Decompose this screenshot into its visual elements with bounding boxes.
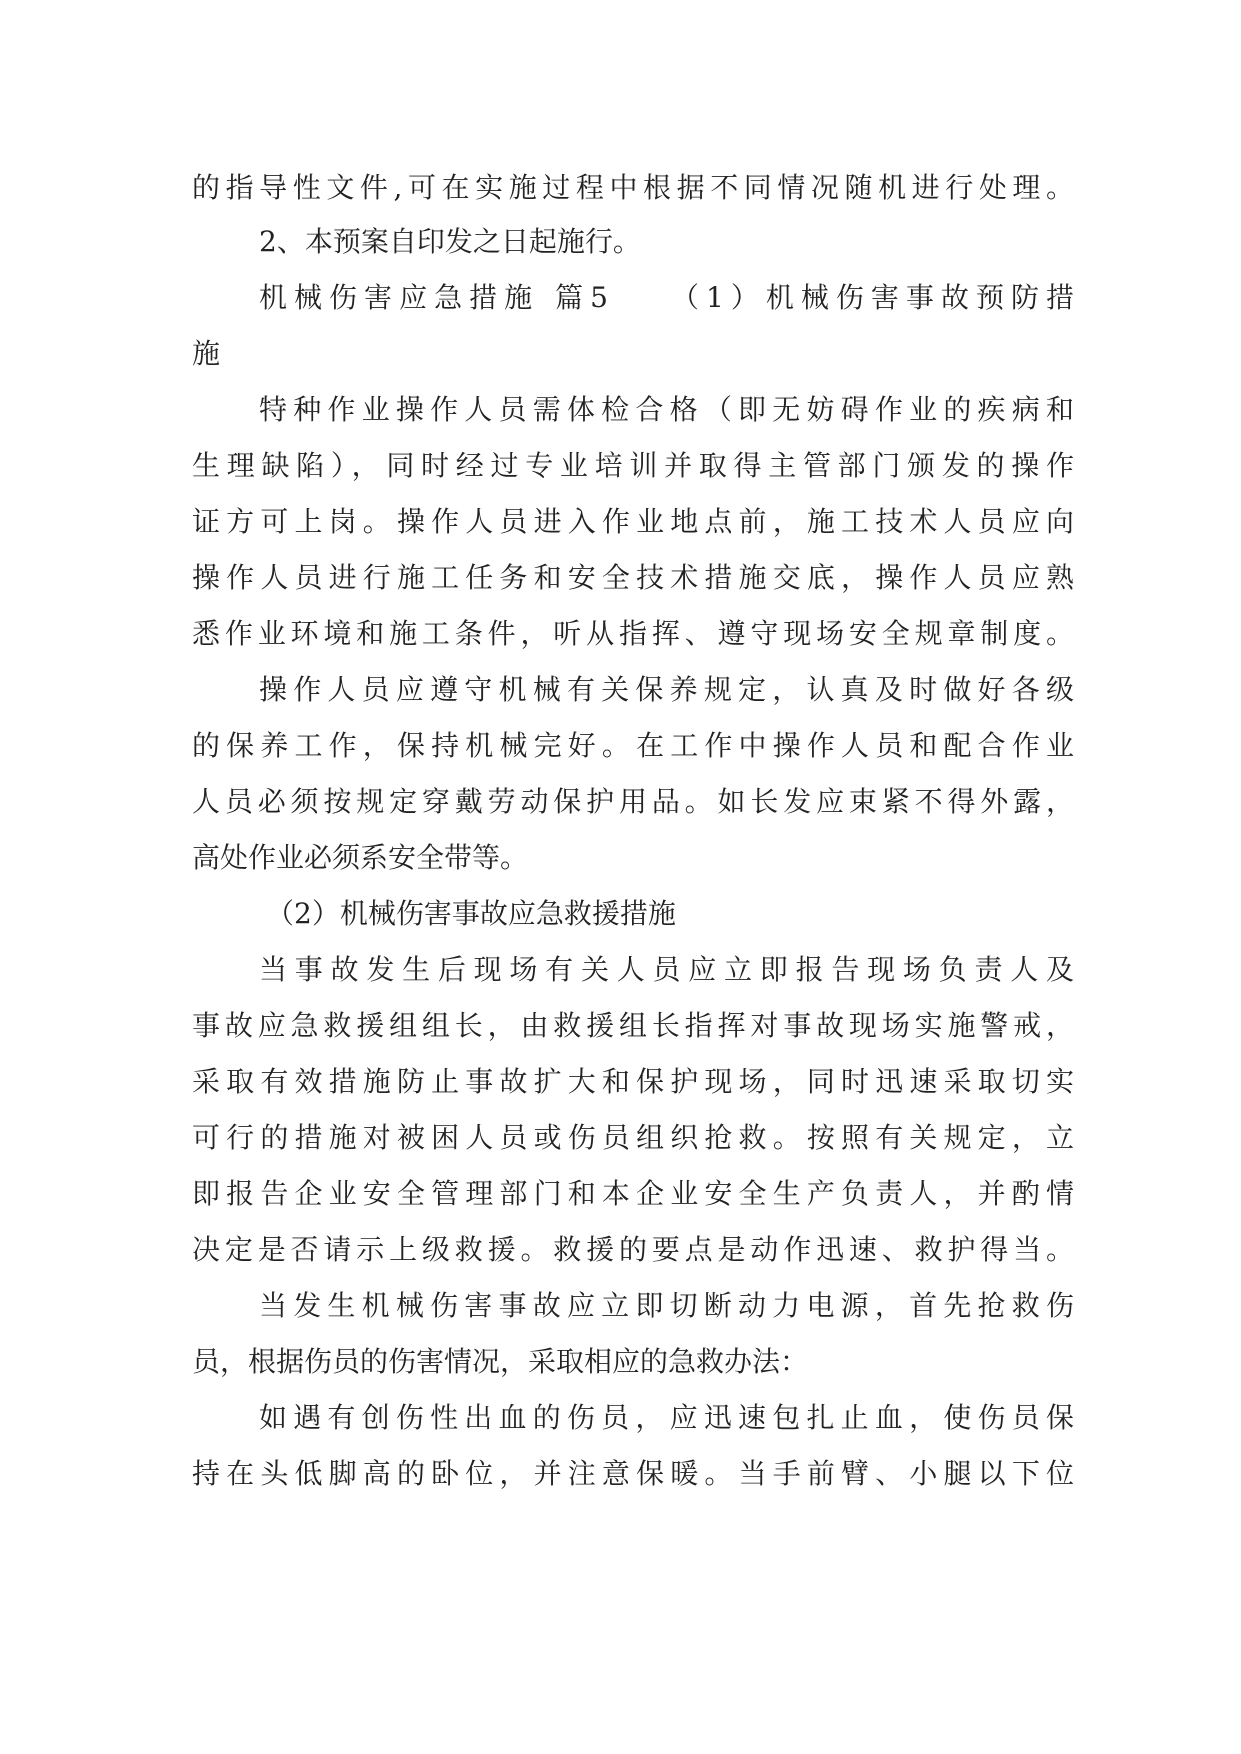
text-line-4: 施 (192, 337, 221, 370)
text-line-22: 员，根据伤员的伤害情况，采取相应的急救办法： (192, 1345, 809, 1378)
text-line-23: 如遇有创伤性出血的伤员，应迅速包扎止血，使伤员保 (259, 1401, 1074, 1434)
text-line-13: 高处作业必须系安全带等。 (192, 841, 529, 874)
section-heading-line: 机械伤害应急措施 篇5 （1）机械伤害事故预防措 (259, 281, 1074, 314)
subsection-heading: （2）机械伤害事故应急救援措施 (266, 897, 676, 930)
text-line-20: 决定是否请示上级救援。救援的要点是动作迅速、救护得当。 (192, 1233, 1074, 1266)
text-line-10: 操作人员应遵守机械有关保养规定，认真及时做好各级 (259, 673, 1074, 706)
text-line-19: 即报告企业安全管理部门和本企业安全生产负责人，并酌情 (192, 1177, 1074, 1210)
text-line-11: 的保养工作，保持机械完好。在工作中操作人员和配合作业 (192, 729, 1074, 762)
text-line-21: 当发生机械伤害事故应立即切断动力电源，首先抢救伤 (259, 1289, 1074, 1322)
text-line-17: 采取有效措施防止事故扩大和保护现场，同时迅速采取切实 (192, 1065, 1074, 1098)
text-line-16: 事故应急救援组组长，由救援组长指挥对事故现场实施警戒， (192, 1009, 1074, 1042)
text-line-15: 当事故发生后现场有关人员应立即报告现场负责人及 (259, 953, 1074, 986)
text-line-2: 2、本预案自印发之日起施行。 (259, 225, 641, 258)
text-line-8: 操作人员进行施工任务和安全技术措施交底，操作人员应熟 (192, 561, 1074, 594)
text-line-1: 的指导性文件,可在实施过程中根据不同情况随机进行处理。 (192, 171, 1074, 204)
text-line-7: 证方可上岗。操作人员进入作业地点前，施工技术人员应向 (192, 505, 1074, 538)
text-line-12: 人员必须按规定穿戴劳动保护用品。如长发应束紧不得外露， (192, 785, 1074, 818)
text-line-18: 可行的措施对被困人员或伤员组织抢救。按照有关规定，立 (192, 1121, 1074, 1154)
text-line-9: 悉作业环境和施工条件，听从指挥、遵守现场安全规章制度。 (192, 617, 1074, 650)
text-line-5: 特种作业操作人员需体检合格（即无妨碍作业的疾病和 (259, 393, 1074, 426)
text-line-24: 持在头低脚高的卧位，并注意保暖。当手前臂、小腿以下位 (192, 1457, 1074, 1490)
text-line-6: 生理缺陷），同时经过专业培训并取得主管部门颁发的操作 (192, 449, 1074, 482)
